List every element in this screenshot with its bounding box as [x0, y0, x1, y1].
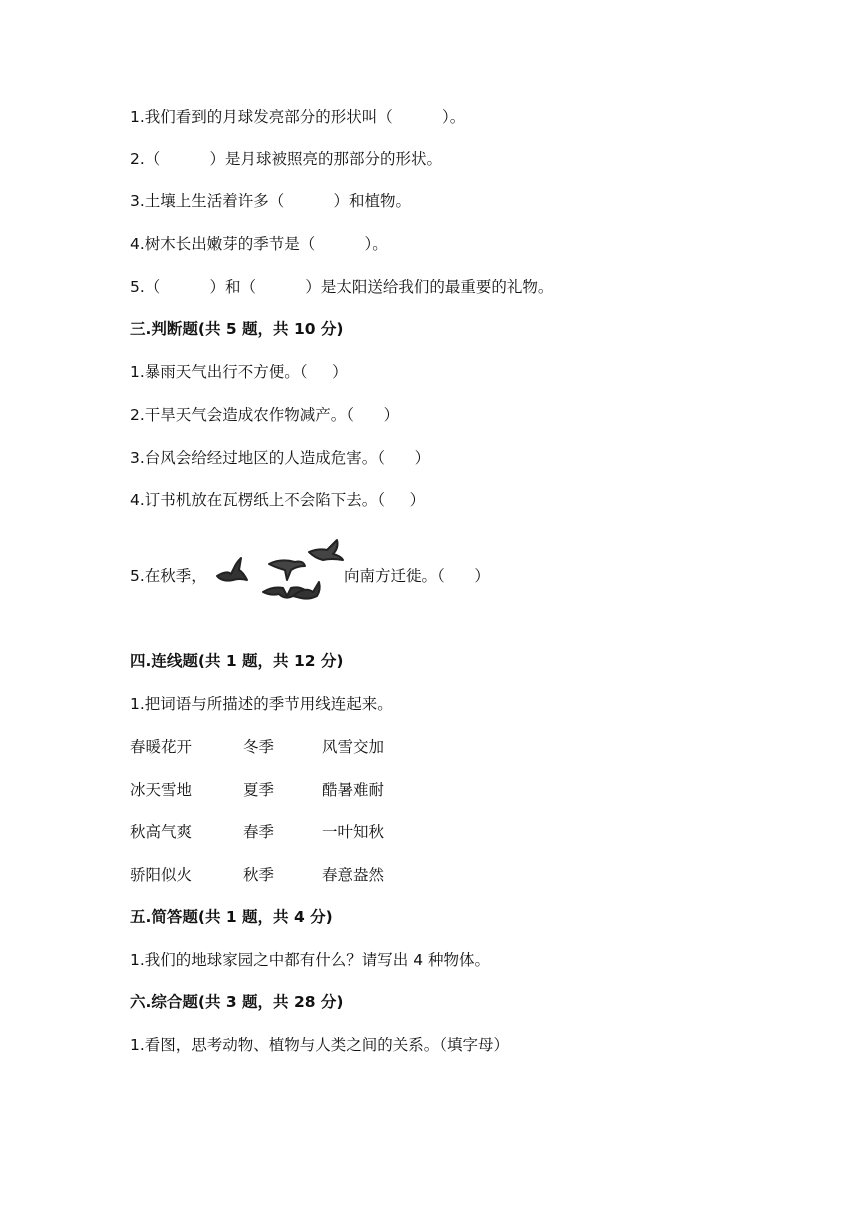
matching-left-4: 骄阳似火	[130, 866, 193, 884]
matching-right-3: 一叶知秋	[322, 823, 385, 841]
judge-question-2: 2.干旱天气会造成农作物减产。（ ）	[130, 406, 400, 424]
matching-middle-2: 夏季	[243, 781, 275, 799]
fill-in-question-3: 3.土壤上生活着许多（ ）和植物。	[130, 192, 412, 210]
section-3-heading: 三.判断题(共 5 题，共 10 分)	[130, 320, 344, 338]
judge-question-5-prefix: 5.在秋季，	[130, 567, 207, 585]
section-6-heading: 六.综合题(共 3 题，共 28 分)	[130, 993, 344, 1011]
judge-question-3: 3.台风会给经过地区的人造成危害。（ ）	[130, 449, 431, 467]
fill-in-question-1: 1.我们看到的月球发亮部分的形状叫（ ）。	[130, 108, 466, 126]
judge-question-4: 4.订书机放在瓦楞纸上不会陷下去。（ ）	[130, 491, 426, 509]
judge-question-5-suffix: 向南方迁徙。（ ）	[344, 567, 490, 585]
matching-right-2: 酷暑难耐	[322, 781, 385, 799]
flying-geese-icon	[213, 536, 345, 604]
matching-right-4: 春意盎然	[322, 866, 385, 884]
fill-in-question-4: 4.树木长出嫩芽的季节是（ ）。	[130, 235, 388, 253]
short-answer-question: 1.我们的地球家园之中都有什么？请写出 4 种物体。	[130, 951, 491, 969]
fill-in-question-5: 5.（ ）和（ ）是太阳送给我们的最重要的礼物。	[130, 278, 554, 296]
comprehensive-question-1: 1.看图，思考动物、植物与人类之间的关系。（填字母）	[130, 1036, 510, 1054]
judge-question-1: 1.暴雨天气出行不方便。（ ）	[130, 363, 348, 381]
matching-left-2: 冰天雪地	[130, 781, 193, 799]
matching-right-1: 风雪交加	[322, 738, 385, 756]
fill-in-question-2: 2.（ ）是月球被照亮的那部分的形状。	[130, 150, 443, 168]
section-5-heading: 五.简答题(共 1 题，共 4 分)	[130, 908, 333, 926]
section-4-heading: 四.连线题(共 1 题，共 12 分)	[130, 652, 344, 670]
matching-left-3: 秋高气爽	[130, 823, 193, 841]
matching-question: 1.把词语与所描述的季节用线连起来。	[130, 695, 393, 713]
matching-left-1: 春暖花开	[130, 738, 193, 756]
matching-middle-1: 冬季	[243, 738, 275, 756]
matching-middle-3: 春季	[243, 823, 275, 841]
matching-middle-4: 秋季	[243, 866, 275, 884]
